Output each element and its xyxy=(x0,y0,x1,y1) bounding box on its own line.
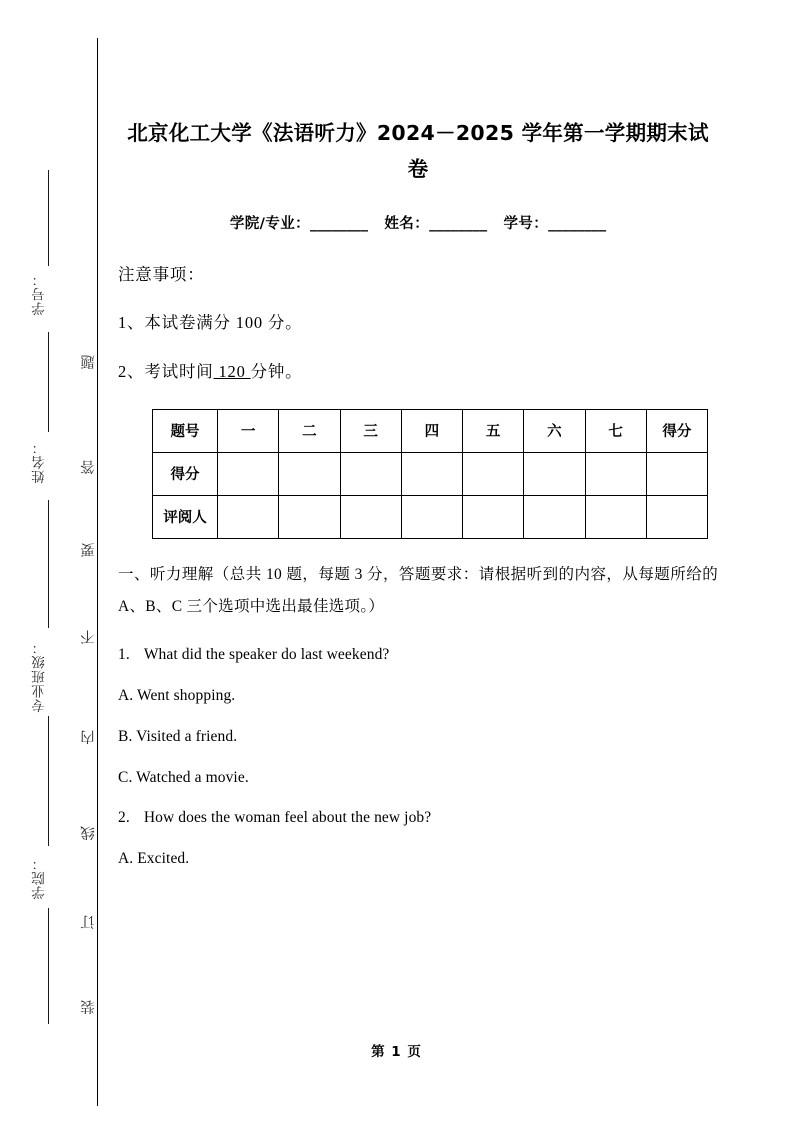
score-table-container xyxy=(118,397,718,539)
binding-vertical-char: 装 xyxy=(81,1000,97,1015)
question-number: 2. xyxy=(118,808,130,826)
exam-paper-body xyxy=(118,0,718,868)
student-id-label: 学号： xyxy=(503,215,549,232)
binding-label-student-id: 学号： xyxy=(32,272,47,316)
score-table-cell[interactable] xyxy=(401,452,462,495)
score-table-cell[interactable] xyxy=(585,452,646,495)
score-table-cell: 得分 xyxy=(646,409,707,452)
score-table-cell: 六 xyxy=(524,409,585,452)
exam-duration-value: 120 xyxy=(213,362,251,382)
binding-vertical-char: 答 xyxy=(81,460,97,475)
question-number: 1. xyxy=(118,645,130,663)
score-table-cell: 三 xyxy=(340,409,401,452)
score-table-cell[interactable] xyxy=(585,495,646,538)
binding-vertical-char: 要 xyxy=(81,543,97,558)
binding-blank-rule xyxy=(48,908,49,1024)
name-blank[interactable]: ________ xyxy=(429,215,488,232)
question-text: What did the speaker do last weekend? xyxy=(143,645,390,663)
binding-vertical-char: 不 xyxy=(81,630,97,645)
binding-vertical-rule xyxy=(97,38,98,1106)
binding-margin xyxy=(0,0,100,1122)
binding-blank-rule xyxy=(48,500,49,628)
name-label: 姓名： xyxy=(384,215,430,232)
option-item[interactable]: C. Watched a movie. xyxy=(118,768,249,786)
table-row xyxy=(153,409,708,452)
binding-vertical-char: 线 xyxy=(81,826,97,841)
college-major-label: 学院/专业： xyxy=(229,215,311,232)
option-item[interactable]: B. Visited a friend. xyxy=(118,727,238,745)
notice-item-1: 1、本试卷满分 100 分。 xyxy=(118,313,303,333)
student-id-blank[interactable]: ________ xyxy=(548,215,607,232)
score-table-cell[interactable] xyxy=(524,495,585,538)
score-table-cell[interactable] xyxy=(646,452,707,495)
score-table-cell: 七 xyxy=(585,409,646,452)
score-table-cell[interactable] xyxy=(340,495,401,538)
page-footer: 第 1 页 xyxy=(371,1044,422,1060)
score-table-cell: 题号 xyxy=(153,409,218,452)
binding-vertical-char: 题 xyxy=(81,355,97,370)
option-item[interactable]: A. Excited. xyxy=(118,849,190,867)
option-item[interactable]: A. Went shopping. xyxy=(118,686,236,704)
page-title: 北京化工大学《法语听力》2024－2025 学年第一学期期末试卷 xyxy=(127,121,709,181)
score-table xyxy=(152,409,708,539)
question-text: How does the woman feel about the new job? xyxy=(143,808,432,826)
binding-blank-rule xyxy=(48,332,49,432)
table-row xyxy=(153,495,708,538)
notices-block xyxy=(118,233,718,397)
score-table-cell: 评阅人 xyxy=(153,495,218,538)
question-item xyxy=(118,787,718,827)
score-table-cell: 得分 xyxy=(153,452,218,495)
notice-item-2 xyxy=(118,348,718,397)
notice-item-2-prefix: 2、考试时间 xyxy=(118,362,214,382)
student-info-line xyxy=(118,188,718,233)
score-table-cell[interactable] xyxy=(218,452,279,495)
score-table-cell[interactable] xyxy=(279,495,340,538)
binding-label-college: 学院： xyxy=(32,856,47,900)
table-row xyxy=(153,452,708,495)
score-table-cell[interactable] xyxy=(646,495,707,538)
score-table-cell[interactable] xyxy=(340,452,401,495)
score-table-cell: 五 xyxy=(463,409,524,452)
score-table-cell[interactable] xyxy=(218,495,279,538)
college-major-blank[interactable]: ________ xyxy=(310,215,369,232)
section-heading: 一、听力理解（总共 10 题，每题 3 分，答题要求：请根据听到的内容，从每题所给的 A、B、C 三个选项中选出最佳选项。） xyxy=(118,565,718,616)
binding-label-class: 专业班级： xyxy=(32,640,47,713)
score-table-cell: 二 xyxy=(279,409,340,452)
binding-blank-rule xyxy=(48,716,49,846)
score-table-cell[interactable] xyxy=(524,452,585,495)
binding-vertical-char: 订 xyxy=(81,915,97,930)
score-table-cell[interactable] xyxy=(279,452,340,495)
score-table-cell: 四 xyxy=(401,409,462,452)
notices-heading: 注意事项： xyxy=(118,264,205,284)
binding-label-name: 姓名： xyxy=(32,440,47,484)
score-table-cell[interactable] xyxy=(463,452,524,495)
binding-blank-rule xyxy=(48,170,49,266)
score-table-cell: 一 xyxy=(218,409,279,452)
score-table-cell[interactable] xyxy=(401,495,462,538)
binding-vertical-char: 内 xyxy=(81,730,97,745)
notice-item-2-suffix: 分钟。 xyxy=(250,362,303,382)
question-item xyxy=(118,624,718,664)
score-table-cell[interactable] xyxy=(463,495,524,538)
